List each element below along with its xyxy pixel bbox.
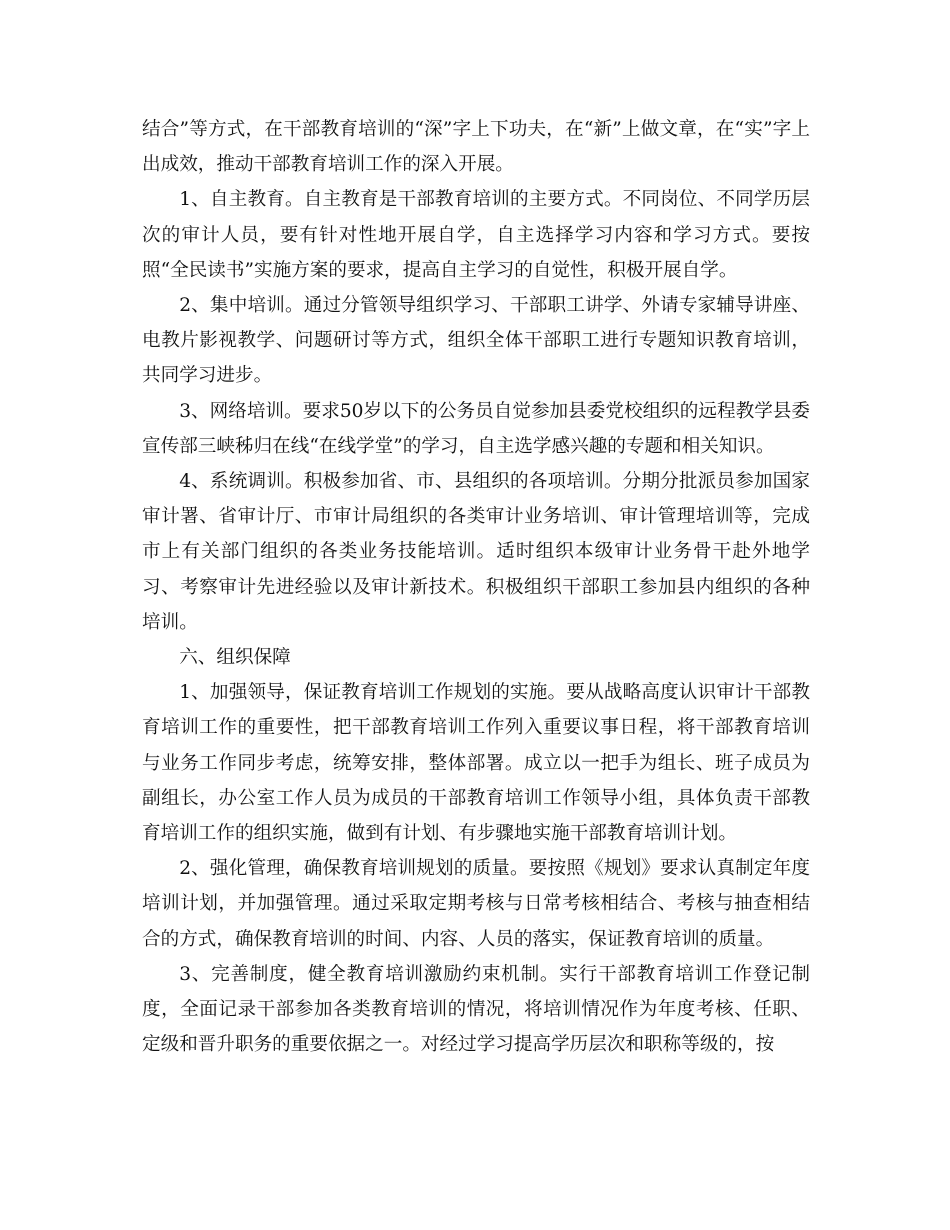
paragraph-continuation: 结合”等方式，在干部教育培训的“深”字上下功夫，在“新”上做文章，在“实”字上出成效，推动干部教育培训工作的深入开展。	[142, 119, 810, 176]
paragraph-system-training: 4、系统调训。积极参加省、市、县组织的各项培训。分期分批派员参加国家审计署、省审计厅、市审计局组织的各类审计业务培训、审计管理培训等，完成市上有关部门组织的各类业务技能培训。适时组织本级审计业务骨干赴外地学习、考察审计先进经验以及审计新技术。积极组织干部职工参加县内组织的各种培训。	[142, 471, 810, 633]
paragraph-self-study: 1、自主教育。自主教育是干部教育培训的主要方式。不同岗位、不同学历层次的审计人员，要有针对性地开展自学，自主选择学习内容和学习方式。要按照“全民读书”实施方案的要求，提高自主学习的自觉性，积极开展自学。	[142, 189, 810, 281]
paragraph-management: 2、强化管理，确保教育培训规划的质量。要按照《规划》要求认真制定年度培训计划，并加强管理。通过采取定期考核与日常考核相结合、考核与抽查相结合的方式，确保教育培训的时间、内容、人员的落实，保证教育培训的质量。	[142, 858, 810, 950]
document-body	[142, 112, 810, 1062]
section-heading-organization: 六、组织保障	[179, 647, 291, 669]
paragraph-online-training: 3、网络培训。要求50岁以下的公务员自觉参加县委党校组织的远程教学县委宣传部三峡秭归在线“在线学堂”的学习，自主选学感兴趣的专题和相关知识。	[142, 400, 810, 457]
paragraph-centralized-training: 2、集中培训。通过分管领导组织学习、干部职工讲学、外请专家辅导讲座、电教片影视教学、问题研讨等方式，组织全体干部职工进行专题知识教育培训，共同学习进步。	[142, 295, 810, 387]
paragraph-leadership: 1、加强领导，保证教育培训工作规划的实施。要从战略高度认识审计干部教育培训工作的重要性，把干部教育培训工作列入重要议事日程，将干部教育培训与业务工作同步考虑，统筹安排，整体部署。成立以一把手为组长、班子成员为副组长，办公室工作人员为成员的干部教育培训工作领导小组，具体负责干部教育培训工作的组织实施，做到有计划、有步骤地实施干部教育培训计划。	[142, 682, 810, 845]
paragraph-system-improvement: 3、完善制度，健全教育培训激励约束机制。实行干部教育培训工作登记制度，全面记录干部参加各类教育培训的情况，将培训情况作为年度考核、任职、定级和晋升职务的重要依据之一。对经过学习提高学历层次和职称等级的，按	[142, 963, 810, 1056]
